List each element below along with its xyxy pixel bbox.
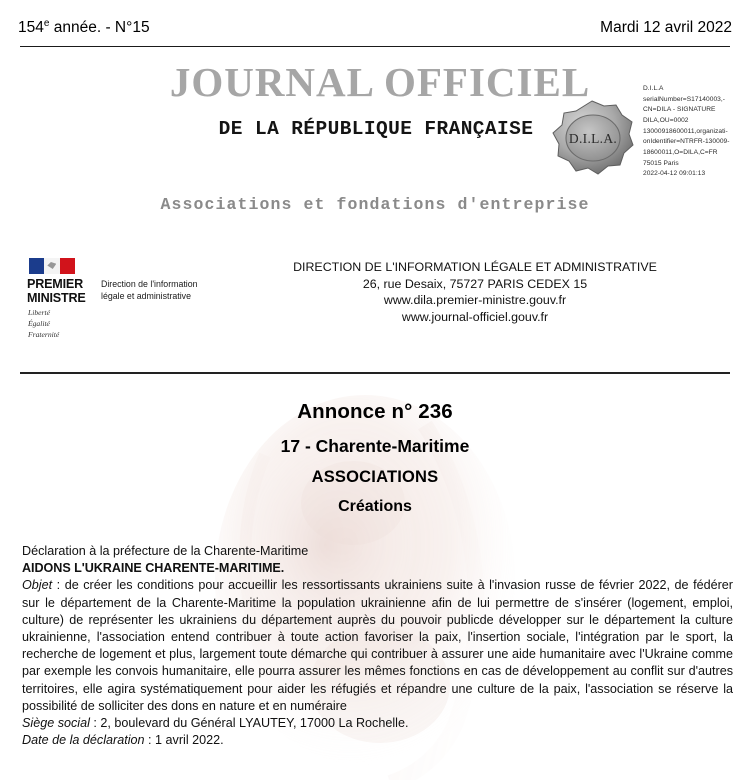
flag-blue-band: [29, 258, 44, 274]
announcement-number: Annonce n° 236: [297, 400, 453, 423]
signature-line: onIdentifier=NTRFR-130009-: [643, 138, 730, 146]
signature-line: D.I.L.A: [643, 85, 664, 92]
issue-year: 154: [18, 19, 44, 37]
journal-title: JOURNAL OFFICIEL: [169, 59, 591, 105]
republic-motto: [28, 308, 93, 340]
dila-address-block: [230, 259, 720, 325]
announcement-body: [22, 543, 733, 749]
header-divider-rule: [20, 46, 730, 47]
siege-social-label: Siège social: [22, 715, 90, 730]
announcement-category: ASSOCIATIONS: [311, 468, 439, 486]
signature-line: DILA,OU=0002: [643, 117, 689, 125]
announcement-subcategory: Créations: [338, 498, 412, 515]
publication-section-label: Associations et fondations d'entreprise: [160, 195, 590, 214]
department-line-2: légale et administrative: [101, 290, 191, 301]
flag-white-band-marianne: [44, 258, 59, 274]
dila-address-title: DIRECTION DE L'INFORMATION LÉGALE ET ADMINISTRATIVE: [293, 260, 657, 274]
journal-subtitle: DE LA RÉPUBLIQUE FRANÇAISE: [218, 117, 534, 140]
signature-line: CN=DILA - SIGNATURE: [643, 106, 716, 114]
premier-ministre-wordmark: [27, 277, 93, 305]
svg-text:D.I.L.A.: D.I.L.A.: [568, 131, 618, 146]
signature-line: 13000918600011,organizati-: [643, 127, 728, 135]
flag-red-band: [60, 258, 75, 274]
issue-reference: [18, 18, 150, 37]
motto-fraternite: Fraternité: [28, 329, 60, 339]
signature-line: 75015 Paris: [643, 159, 679, 167]
siege-social-text: : 2, boulevard du Général LYAUTEY, 17000 La Rochelle.: [89, 715, 409, 730]
association-name: AIDONS L'UKRAINE CHARENTE-MARITIME.: [22, 561, 285, 576]
french-flag-icon: [29, 258, 75, 274]
masthead-divider-rule: [20, 372, 730, 374]
dila-wax-seal-icon: [548, 98, 636, 183]
motto-egalite: Égalité: [28, 318, 50, 328]
declaration-date-paragraph: [22, 732, 733, 749]
issue-date: Mardi 12 avril 2022: [600, 19, 732, 37]
issue-ordinal-suffix: e: [43, 18, 50, 29]
announcement-headings: [0, 400, 750, 516]
signature-line: 2022-04-12 09:01:13: [643, 170, 706, 178]
department-line-1: Direction de l'information: [101, 279, 198, 289]
dila-website-link[interactable]: www.dila.premier-ministre.gouv.fr: [383, 293, 567, 307]
issue-number: année. - N°15: [49, 19, 150, 37]
objet-text: : de créer les conditions pour accueillir les ressortissants ukrainiens suite à l'invasion russe de février 2022, de fédérer sur le département de la Charente-Maritime la population ukrainienne afin de lui permettre de s'insérer (logement, emploi, culture) de représenter les ukrainiens du département auprès du pouvoir publicde développer sur le département la culture ukrainienne, l'association entend contribuer à toute action favoriser la paix, l'insertion sociale, l'intégration par le sport, la recherche de logement et plus, largement toute démarche qui contribuer à assurer une aide humanitaire avec l'Ukraine comme par exemple les convois humanitaire, elle pourra assurer les mêmes fonctions en cas de développement au conflit sur d'autres territoires, elle agira systématiquement pour aider les réfugiés et répandre une culture de la paix, l'association se réserve la possibilité de solliciter des dons en nature et en numéraire: [22, 578, 733, 713]
department-name: [101, 279, 219, 303]
page-header-row: [18, 18, 732, 37]
journal-officiel-website-link[interactable]: www.journal-officiel.gouv.fr: [401, 309, 549, 324]
siege-social-paragraph: [22, 715, 733, 732]
dila-postal-address: 26, rue Desaix, 75727 PARIS CEDEX 15: [362, 276, 588, 291]
objet-label: Objet: [22, 578, 53, 593]
signature-line: serialNumber=S17140003,-: [643, 95, 726, 103]
declaration-date-label: Date de la déclaration: [22, 733, 145, 748]
declaration-date-text: : 1 avril 2022.: [144, 733, 224, 748]
objet-paragraph: [22, 577, 733, 715]
motto-liberte: Liberté: [28, 308, 50, 318]
signature-line: 18600011,O=DILA,C=FR: [643, 149, 718, 157]
announcement-department: 17 - Charente-Maritime: [280, 436, 470, 456]
premier-ministre-emblem: [27, 258, 93, 341]
masthead: [0, 59, 750, 140]
pm-line-1: PREMIER: [27, 277, 83, 291]
premier-ministre-logo-block: [27, 258, 219, 341]
dila-signature-metadata: [643, 84, 747, 180]
declaration-prefecture-line: Déclaration à la préfecture de la Charente-Maritime: [22, 544, 309, 558]
pm-line-2: MINISTRE: [27, 291, 86, 306]
